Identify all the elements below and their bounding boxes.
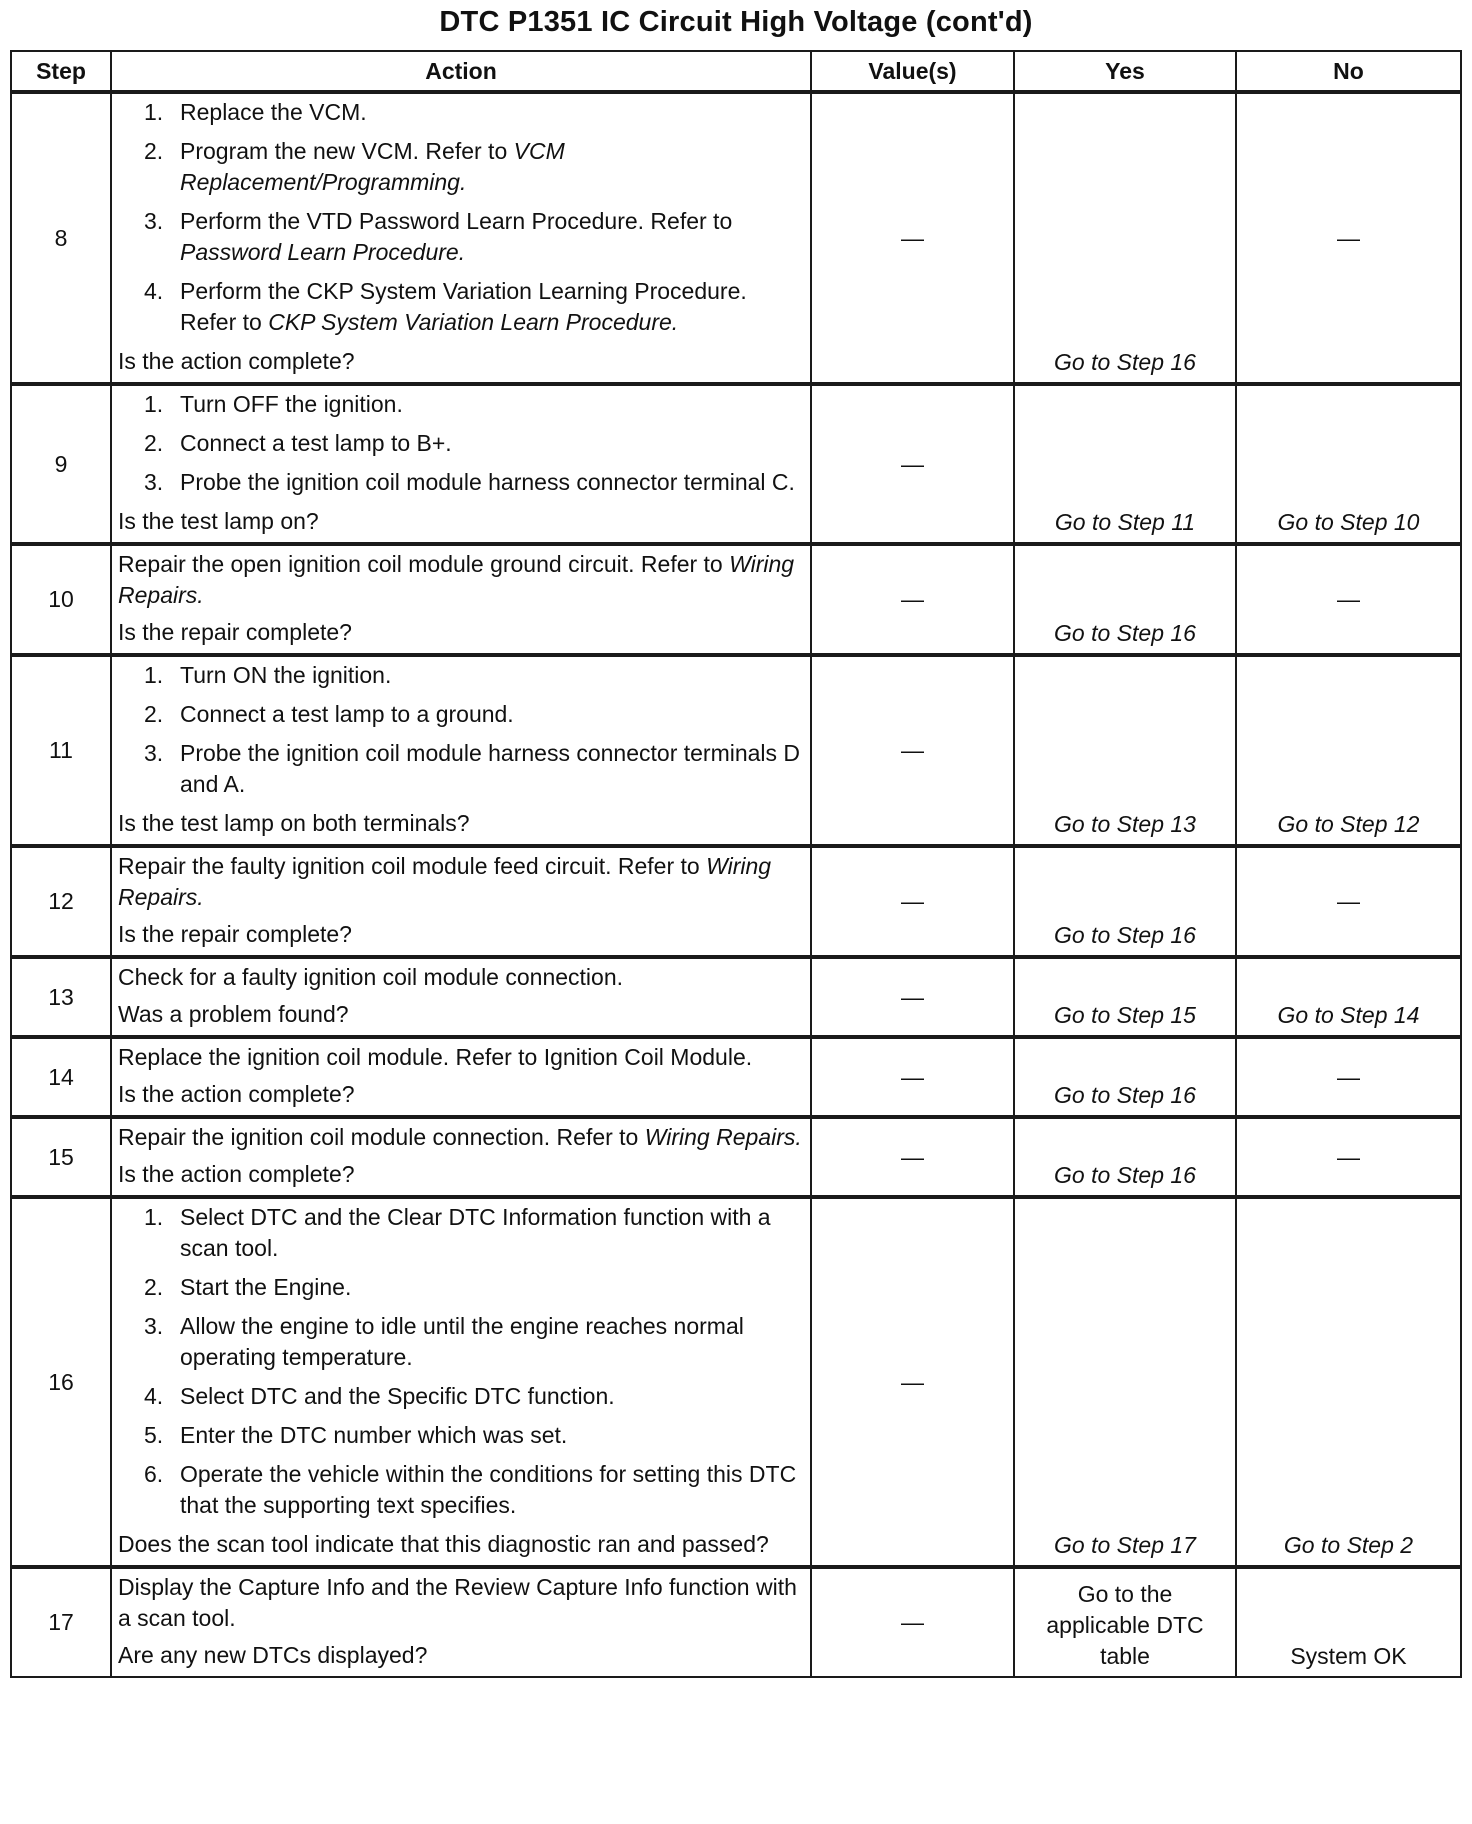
action-step-item	[118, 206, 804, 268]
value-cell: —	[811, 1567, 1014, 1677]
action-step-item	[118, 1272, 804, 1303]
no-result: Go to Step 2	[1283, 1532, 1414, 1558]
reference-link: VCM Replacement/Programming.	[180, 138, 565, 195]
action-step-item	[118, 389, 804, 420]
action-step-item	[118, 660, 804, 691]
yes-cell	[1014, 92, 1236, 384]
no-cell	[1236, 1567, 1461, 1677]
no-cell	[1236, 655, 1461, 846]
no-cell	[1236, 957, 1461, 1037]
action-step-item	[118, 467, 804, 498]
value-cell: —	[811, 1197, 1014, 1567]
action-step-number: 2.	[144, 138, 164, 164]
no-cell	[1236, 92, 1461, 384]
action-text: Repair the open ignition coil module ground circuit. Refer to Wiring Repairs.	[118, 551, 795, 608]
reference-link: CKP System Variation Learn Procedure.	[268, 309, 679, 335]
action-cell	[111, 846, 811, 957]
action-step-item	[118, 428, 804, 459]
action-step-number: 3.	[144, 208, 164, 234]
header-values: Value(s)	[811, 51, 1014, 92]
value-cell: —	[811, 846, 1014, 957]
reference-link: Password Learn Procedure.	[180, 239, 466, 265]
action-step-number: 2.	[144, 1274, 164, 1300]
no-cell	[1236, 1037, 1461, 1117]
table-row	[11, 957, 1461, 1037]
action-step-item	[118, 276, 804, 338]
no-cell	[1236, 384, 1461, 544]
action-step-item	[118, 136, 804, 198]
no-result: —	[1337, 1143, 1360, 1170]
action-question: Is the repair complete?	[118, 921, 352, 947]
no-cell	[1236, 544, 1461, 655]
action-text: Check for a faulty ignition coil module connection.	[118, 964, 624, 990]
action-step-text: Perform the VTD Password Learn Procedure. Refer to Password Learn Procedure.	[180, 208, 733, 265]
diagnostic-table	[10, 50, 1462, 1678]
action-step-item	[118, 1381, 804, 1412]
step-number: 14	[11, 1037, 111, 1117]
no-result: —	[1337, 888, 1360, 914]
action-steps	[118, 97, 804, 338]
action-step-number: 2.	[144, 430, 164, 456]
action-step-text: Probe the ignition coil module harness connector terminals D and A.	[180, 740, 801, 797]
action-step-text: Turn ON the ignition.	[180, 662, 392, 688]
yes-result: Go to Step 16	[1054, 1082, 1196, 1108]
no-result: Go to Step 14	[1277, 1002, 1420, 1028]
action-steps	[118, 660, 804, 800]
action-question: Is the action complete?	[118, 1081, 355, 1107]
yes-result: Go to Step 16	[1054, 620, 1196, 646]
no-cell	[1236, 1117, 1461, 1197]
no-result: Go to Step 10	[1277, 509, 1420, 535]
yes-cell	[1014, 1037, 1236, 1117]
action-step-item	[118, 738, 804, 800]
action-step-text: Perform the CKP System Variation Learning Procedure. Refer to CKP System Variation Learn Procedure.	[180, 278, 747, 335]
value-cell: —	[811, 92, 1014, 384]
table-row	[11, 1197, 1461, 1567]
action-step-number: 3.	[144, 469, 164, 495]
action-step-text: Connect a test lamp to a ground.	[180, 701, 514, 727]
action-cell	[111, 384, 811, 544]
action-cell	[111, 92, 811, 384]
value-cell: —	[811, 655, 1014, 846]
header-yes: Yes	[1014, 51, 1236, 92]
action-step-number: 3.	[144, 740, 164, 766]
no-result: —	[1337, 224, 1360, 251]
action-question: Is the action complete?	[118, 348, 355, 374]
action-text: Replace the ignition coil module. Refer to Ignition Coil Module.	[118, 1044, 753, 1070]
yes-cell	[1014, 1197, 1236, 1567]
yes-result: Go to the applicable DTC table	[1046, 1581, 1204, 1669]
action-cell	[111, 655, 811, 846]
action-step-item	[118, 1202, 804, 1264]
yes-cell	[1014, 384, 1236, 544]
step-number: 11	[11, 655, 111, 846]
step-number: 12	[11, 846, 111, 957]
action-step-number: 3.	[144, 1313, 164, 1339]
action-question: Was a problem found?	[118, 1001, 349, 1027]
no-result: —	[1337, 586, 1360, 612]
value-cell: —	[811, 384, 1014, 544]
action-step-text: Select DTC and the Specific DTC function.	[180, 1383, 615, 1409]
header-no: No	[1236, 51, 1461, 92]
action-text: Display the Capture Info and the Review Capture Info function with a scan tool.	[118, 1574, 797, 1631]
value-cell: —	[811, 1037, 1014, 1117]
action-step-number: 5.	[144, 1422, 164, 1448]
reference-link: Wiring Repairs.	[644, 1124, 802, 1150]
page-title: DTC P1351 IC Circuit High Voltage (cont'd)	[439, 6, 1033, 38]
yes-cell	[1014, 655, 1236, 846]
table-row	[11, 384, 1461, 544]
action-step-text: Allow the engine to idle until the engine reaches normal operating temperature.	[180, 1313, 744, 1370]
step-number: 9	[11, 384, 111, 544]
action-cell	[111, 544, 811, 655]
action-step-text: Select DTC and the Clear DTC Information function with a scan tool.	[180, 1204, 771, 1261]
table-row	[11, 1117, 1461, 1197]
yes-cell	[1014, 846, 1236, 957]
action-steps	[118, 1202, 804, 1521]
action-step-text: Turn OFF the ignition.	[180, 391, 403, 417]
action-question: Is the action complete?	[118, 1161, 355, 1187]
action-step-number: 1.	[144, 99, 164, 125]
action-question: Are any new DTCs displayed?	[118, 1642, 428, 1668]
action-step-item	[118, 1459, 804, 1521]
action-step-text: Replace the VCM.	[180, 99, 367, 125]
action-step-number: 2.	[144, 701, 164, 727]
table-body	[11, 92, 1461, 1677]
action-step-text: Enter the DTC number which was set.	[180, 1422, 568, 1448]
yes-cell	[1014, 1567, 1236, 1677]
action-step-number: 4.	[144, 1383, 164, 1409]
no-cell	[1236, 1197, 1461, 1567]
action-question: Is the test lamp on?	[118, 508, 319, 534]
value-cell: —	[811, 957, 1014, 1037]
step-number: 15	[11, 1117, 111, 1197]
header-action: Action	[111, 51, 811, 92]
yes-cell	[1014, 1117, 1236, 1197]
no-result: Go to Step 12	[1277, 811, 1420, 837]
action-step-item	[118, 97, 804, 128]
table-row	[11, 1567, 1461, 1677]
action-steps	[118, 389, 804, 498]
action-step-text: Connect a test lamp to B+.	[180, 430, 452, 456]
yes-result: Go to Step 15	[1054, 1002, 1196, 1028]
no-cell	[1236, 846, 1461, 957]
table-row	[11, 655, 1461, 846]
action-step-number: 1.	[144, 1204, 164, 1230]
table-row	[11, 92, 1461, 384]
action-question: Does the scan tool indicate that this diagnostic ran and passed?	[118, 1531, 769, 1557]
action-step-number: 1.	[144, 662, 164, 688]
action-step-text: Start the Engine.	[180, 1274, 352, 1300]
yes-result: Go to Step 16	[1054, 1162, 1196, 1188]
table-row	[11, 846, 1461, 957]
action-text: Repair the ignition coil module connection. Refer to Wiring Repairs.	[118, 1124, 802, 1150]
reference-link: Wiring Repairs.	[118, 853, 772, 910]
step-number: 16	[11, 1197, 111, 1567]
header-step: Step	[11, 51, 111, 92]
action-step-item	[118, 1420, 804, 1451]
action-step-number: 6.	[144, 1461, 164, 1487]
step-number: 17	[11, 1567, 111, 1677]
action-step-number: 4.	[144, 278, 164, 304]
action-step-text: Program the new VCM. Refer to VCM Replacement/Programming.	[180, 138, 565, 195]
table-row	[11, 544, 1461, 655]
action-cell	[111, 1037, 811, 1117]
action-step-number: 1.	[144, 391, 164, 417]
no-result: System OK	[1290, 1643, 1407, 1669]
action-step-text: Probe the ignition coil module harness connector terminal C.	[180, 469, 795, 495]
yes-cell	[1014, 544, 1236, 655]
value-cell: —	[811, 1117, 1014, 1197]
action-step-item	[118, 1311, 804, 1373]
action-cell	[111, 1197, 811, 1567]
yes-cell	[1014, 957, 1236, 1037]
yes-result: Go to Step 13	[1054, 811, 1196, 837]
step-number: 13	[11, 957, 111, 1037]
step-number: 10	[11, 544, 111, 655]
table-row	[11, 1037, 1461, 1117]
header-row	[11, 51, 1461, 92]
value-cell: —	[811, 544, 1014, 655]
action-text: Repair the faulty ignition coil module feed circuit. Refer to Wiring Repairs.	[118, 853, 772, 910]
action-cell	[111, 1567, 811, 1677]
action-cell	[111, 957, 811, 1037]
yes-result: Go to Step 11	[1054, 509, 1196, 535]
action-question: Is the repair complete?	[118, 619, 352, 645]
action-step-item	[118, 699, 804, 730]
action-question: Is the test lamp on both terminals?	[118, 810, 470, 836]
no-result: —	[1337, 1063, 1360, 1090]
step-number: 8	[11, 92, 111, 384]
action-cell	[111, 1117, 811, 1197]
action-step-text: Operate the vehicle within the conditions for setting this DTC that the supporting text specifies.	[180, 1461, 797, 1518]
reference-link: Wiring Repairs.	[118, 551, 795, 608]
yes-result: Go to Step 17	[1054, 1532, 1196, 1558]
yes-result: Go to Step 16	[1054, 922, 1196, 948]
yes-result: Go to Step 16	[1054, 349, 1196, 375]
